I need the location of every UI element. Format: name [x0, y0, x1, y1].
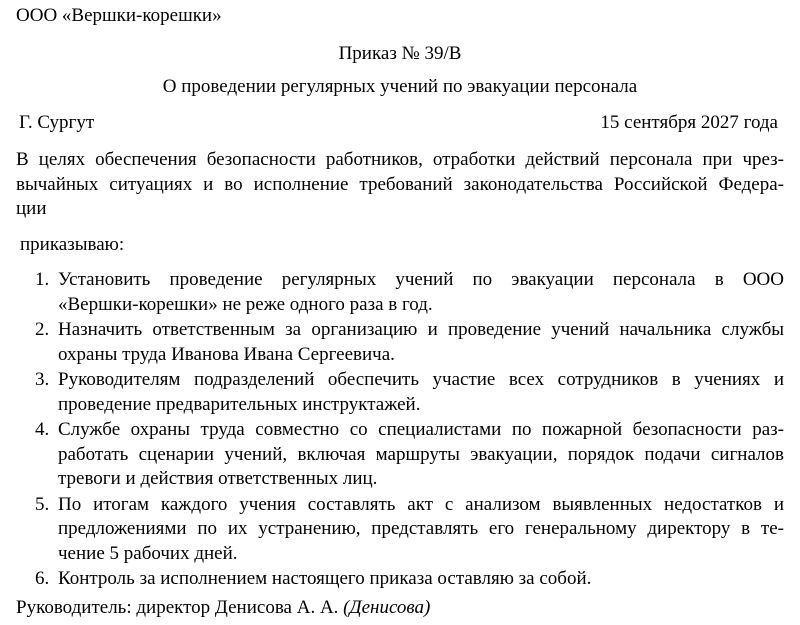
- order-date: 15 сентября 2027 года: [600, 112, 778, 133]
- preamble-line: вычайных ситуациях и во исполнение требований законодательства Российской Федера-: [16, 173, 784, 195]
- item-number: 1.: [35, 269, 50, 290]
- item-number: 5.: [35, 493, 50, 515]
- item-line: чение 5 рабочих дней.: [58, 542, 238, 564]
- order-item: [16, 493, 784, 567]
- order-item: [16, 268, 784, 317]
- item-line: Службе охраны труда совместно со специалистами по пожарной безопасности раз-: [58, 419, 784, 440]
- signature: (Денисова): [343, 597, 431, 618]
- item-line: охраны труда Иванова Ивана Сергеевича.: [58, 343, 395, 365]
- order-number: Приказ № 39/В: [338, 43, 462, 64]
- signature-block: [16, 596, 430, 621]
- order-item: [16, 318, 784, 367]
- order-item: [16, 567, 784, 592]
- head-label: Руководитель: директор Денисова А. А.: [16, 597, 344, 618]
- item-number: 4.: [35, 419, 50, 440]
- place-date-row: [16, 111, 784, 136]
- item-line: По итогам каждого учения составлять акт с анализом выявленных недостатков и: [58, 493, 784, 515]
- item-line: проведение предварительных инструктажей.: [58, 393, 421, 415]
- order-item: [16, 418, 784, 492]
- order-items: [16, 268, 784, 593]
- item-line: работать сценарии учений, включая маршруты эвакуации, порядок подачи сигналов: [58, 443, 784, 465]
- item-number: 6.: [35, 568, 50, 589]
- decree-word: приказываю:: [20, 234, 125, 255]
- item-line: Назначить ответственным за организацию и проведение учений начальника службы: [58, 319, 784, 340]
- item-line: Контроль за исполнением настоящего приказа оставляю за собой.: [58, 568, 592, 589]
- item-line: предложениями по их устранению, представлять его генеральному директору в те-: [58, 518, 784, 539]
- preamble: [16, 148, 784, 222]
- organization-name: ООО «Вершки-корешки»: [16, 5, 222, 26]
- order-subject: О проведении регулярных учений по эвакуации персонала: [162, 76, 638, 97]
- item-number: 2.: [35, 319, 50, 340]
- item-line: «Вершки-корешки» не реже одного раза в год.: [58, 293, 433, 315]
- preamble-line: ции: [16, 198, 47, 219]
- order-item: [16, 368, 784, 417]
- item-line: тревоги и действия ответственных лиц.: [58, 468, 378, 489]
- item-line: Руководителям подразделений обеспечить участие всех сотрудников в учениях и: [58, 369, 784, 390]
- item-line: Установить проведение регулярных учений по эвакуации персонала в ООО: [58, 269, 784, 290]
- city: Г. Сургут: [19, 112, 95, 133]
- preamble-line: В целях обеспечения безопасности работников, отработки действий персонала при чрез-: [16, 149, 784, 170]
- item-number: 3.: [35, 369, 50, 390]
